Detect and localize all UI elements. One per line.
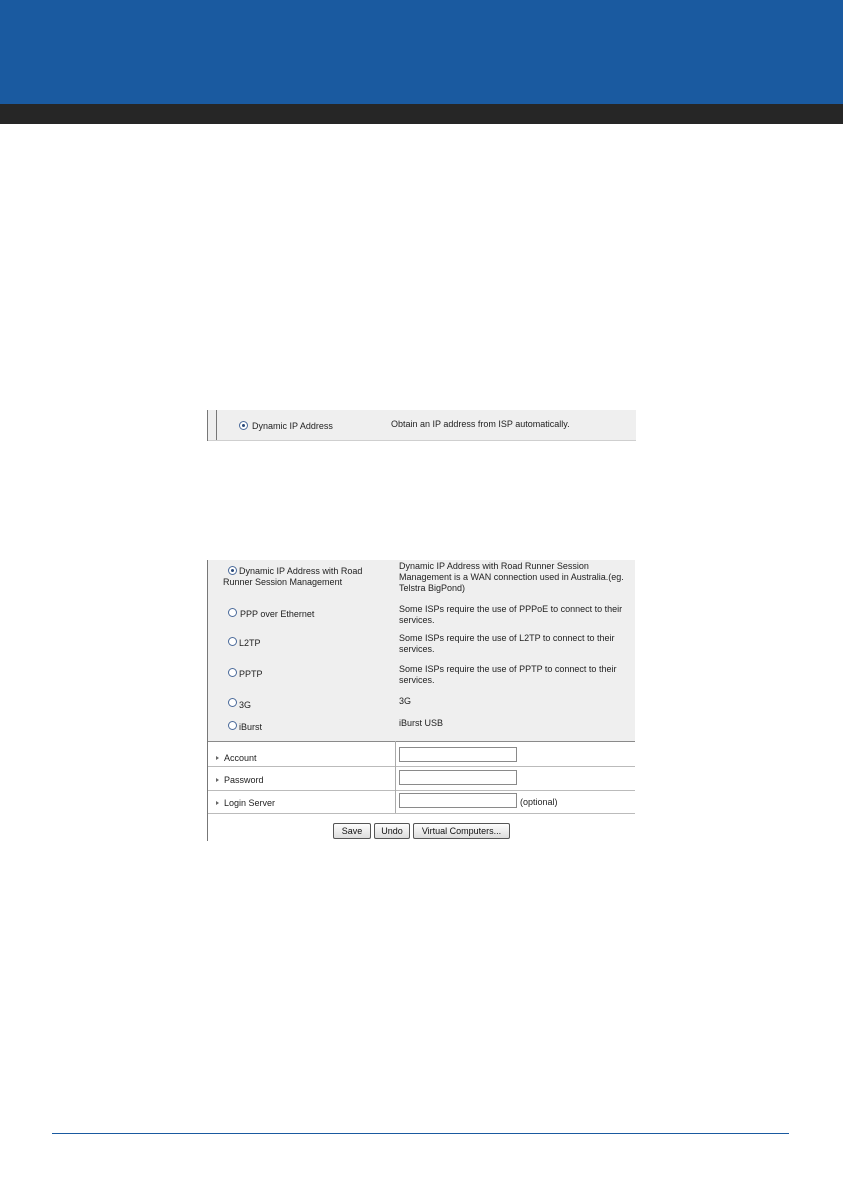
arrow-right-icon	[216, 801, 219, 805]
form-divider	[208, 766, 635, 767]
pppoe-desc-line2: services.	[399, 615, 435, 625]
pptp-radio[interactable]	[228, 668, 237, 677]
iburst-description	[399, 718, 629, 729]
form-divider	[208, 790, 635, 791]
undo-button[interactable]: Undo	[374, 823, 410, 839]
form-divider	[208, 741, 635, 742]
pppoe-label: PPP over Ethernet	[240, 609, 315, 619]
road-runner-desc-line2: Management is a WAN connection used in Australia.(eg.	[399, 572, 624, 582]
login-server-label-text: Login Server	[224, 798, 276, 808]
optional-note: (optional)	[520, 797, 558, 807]
snippet-left-border	[207, 560, 208, 841]
pptp-description	[399, 664, 629, 686]
l2tp-desc-line1: Some ISPs require the use of L2TP to connect to their	[399, 633, 615, 643]
pppoe-desc-line1: Some ISPs require the use of PPPoE to connect to their	[399, 604, 623, 614]
password-input[interactable]	[399, 770, 517, 785]
pptp-label: PPTP	[239, 669, 263, 679]
road-runner-desc-line3: Telstra BigPond)	[399, 583, 466, 593]
password-label-text: Password	[224, 775, 264, 785]
iburst-radio[interactable]	[228, 721, 237, 730]
pppoe-description	[399, 604, 629, 626]
account-label-text: Account	[224, 753, 257, 763]
password-label	[216, 775, 264, 786]
3g-description	[399, 696, 629, 707]
header-banner	[0, 0, 843, 104]
account-input[interactable]	[399, 747, 517, 762]
form-divider	[208, 813, 635, 814]
snippet-bottom-border	[208, 440, 636, 441]
road-runner-label-line2: Runner Session Management	[223, 577, 343, 587]
l2tp-radio[interactable]	[228, 637, 237, 646]
dynamic-ip-description: Obtain an IP address from ISP automatically.	[391, 419, 570, 429]
form-column-divider	[395, 741, 396, 813]
pptp-desc-line2: services.	[399, 675, 435, 685]
3g-label: 3G	[239, 700, 252, 710]
pptp-desc-line1: Some ISPs require the use of PPTP to connect to their	[399, 664, 617, 674]
login-server-label	[216, 798, 275, 809]
header-stripe	[0, 104, 843, 124]
dynamic-ip-label: Dynamic IP Address	[252, 421, 333, 431]
footer-rule	[52, 1133, 789, 1134]
iburst-desc-line1: iBurst USB	[399, 718, 444, 728]
save-button[interactable]: Save	[333, 823, 371, 839]
dynamic-ip-radio[interactable]	[239, 421, 248, 430]
arrow-right-icon	[216, 778, 219, 782]
iburst-label: iBurst	[239, 722, 263, 732]
road-runner-desc-line1: Dynamic IP Address with Road Runner Session	[399, 561, 589, 571]
virtual-computers-button[interactable]: Virtual Computers...	[413, 823, 510, 839]
pppoe-radio[interactable]	[228, 608, 237, 617]
l2tp-label: L2TP	[239, 638, 261, 648]
road-runner-radio[interactable]	[228, 566, 237, 575]
wan-connection-snippet	[207, 560, 635, 841]
arrow-right-icon	[216, 756, 219, 760]
road-runner-description	[399, 561, 629, 594]
road-runner-label-line1: Dynamic IP Address with Road	[239, 566, 363, 576]
snippet-divider	[216, 410, 217, 441]
login-server-input[interactable]	[399, 793, 517, 808]
account-label	[216, 753, 257, 764]
3g-desc-line1: 3G	[399, 696, 412, 706]
l2tp-desc-line2: services.	[399, 644, 435, 654]
dynamic-ip-snippet	[207, 410, 636, 441]
l2tp-description	[399, 633, 629, 655]
3g-radio[interactable]	[228, 698, 237, 707]
